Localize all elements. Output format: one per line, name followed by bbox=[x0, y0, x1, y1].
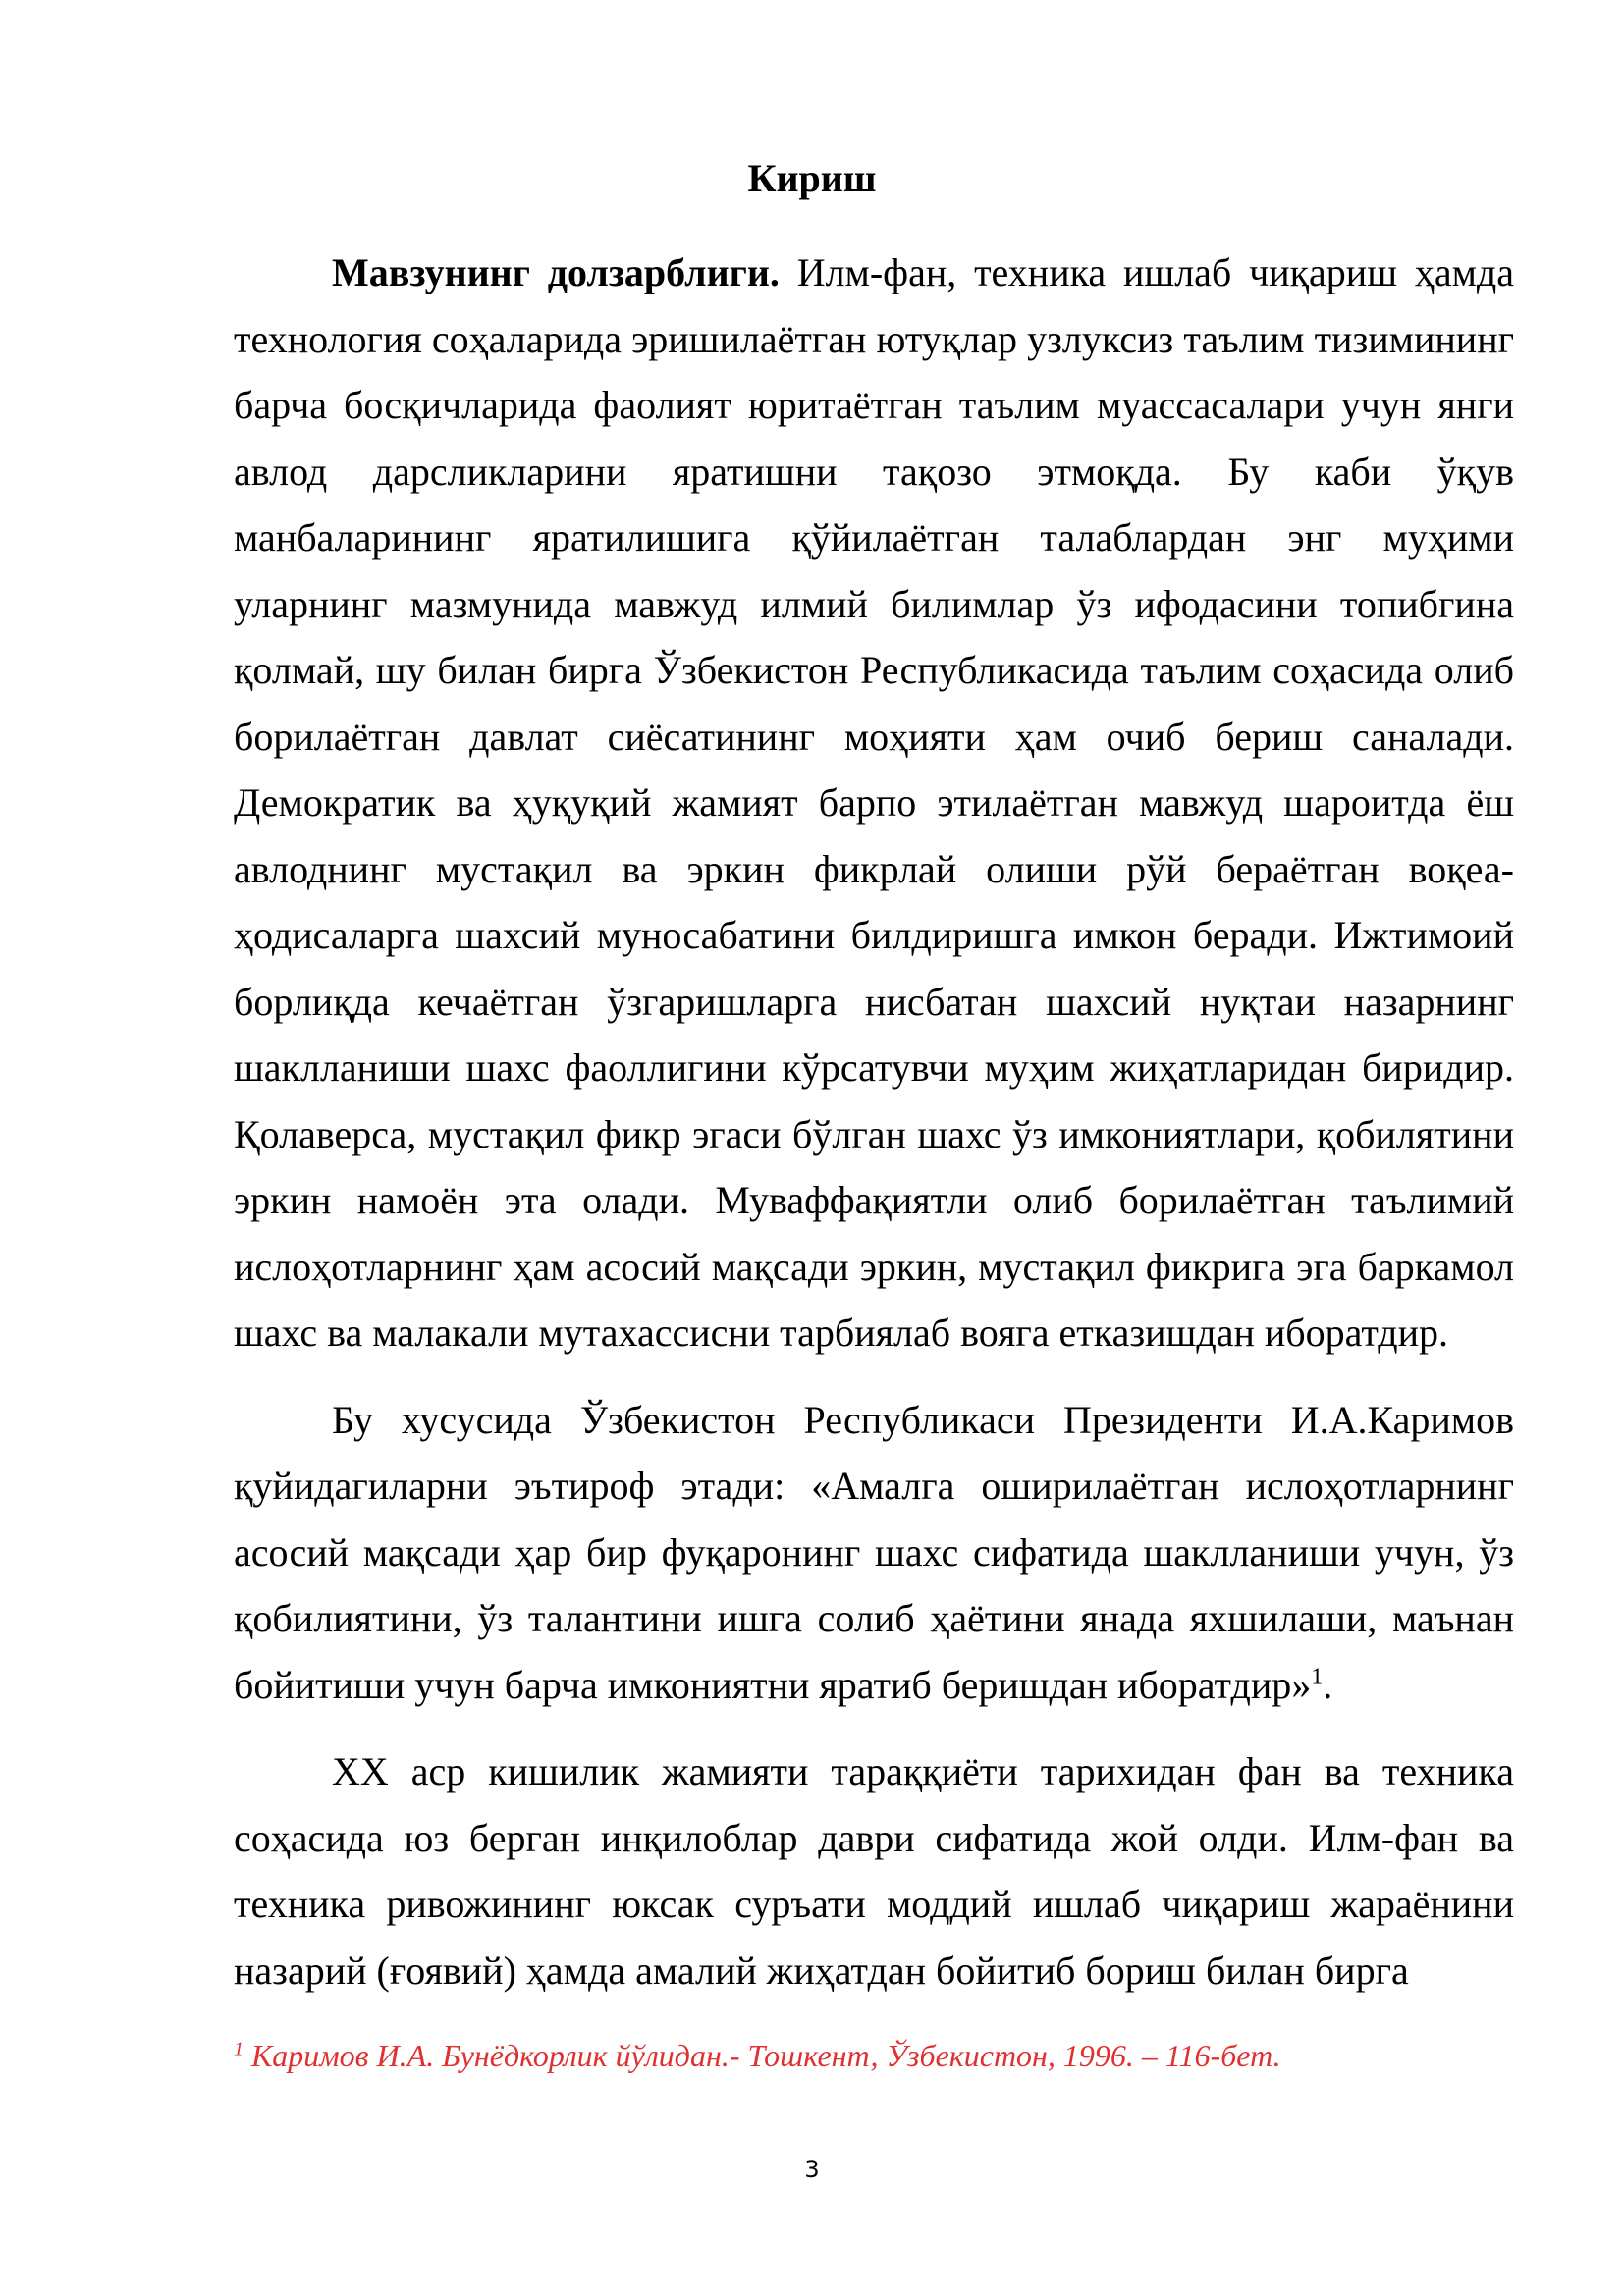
paragraph-history bbox=[234, 1738, 1514, 2003]
footnote-text: Каримов И.А. Бунёдкорлик йўлидан.- Тошкент, Ўзбекистон, 1996. – 116-бет. bbox=[244, 2038, 1281, 2073]
paragraph-end: . bbox=[1323, 1662, 1333, 1707]
footnote-reference[interactable]: 1 bbox=[1311, 1664, 1324, 1690]
body-text bbox=[234, 240, 1514, 2003]
paragraph-lead: Мавзунинг долзарблиги. bbox=[332, 250, 780, 294]
footnote bbox=[234, 2032, 1514, 2079]
paragraph-text: Илм-фан, техника ишлаб чиқариш ҳамда технология соҳаларида эришилаётган ютуқлар узлуксиз таълим тизимининг барча босқичларида фаолият юритаётган таълим муассасалари учун янги авлод дарсликларини яратишни тақозо этмоқда. Бу каби ўқув манбаларининг яратилишига қўйилаётган талаблардан энг муҳими уларнинг мазмунида мавжуд илмий билимлар ўз ифодасини топибгина қолмай, шу билан бирга Ўзбекистон Республикасида таълим соҳасида олиб борилаётган давлат сиёсатининг моҳияти ҳам очиб бериш саналади. Демократик ва ҳуқуқий жамият барпо этилаётган мавжуд шароитда ёш авлоднинг мустақил ва эркин фикрлай олиши рўй бераётган воқеа-ҳодисаларга шахсий муносабатини билдиришга имкон беради. Ижтимоий борлиқда кечаётган ўзгаришларга нисбатан шахсий нуқтаи назарнинг шаклланиши шахс фаоллигини кўрсатувчи муҳим жиҳатларидан биридир. Қолаверса, мустақил фикр эгаси бўлган шахс ўз имкониятлари, қобилятини эркин намоён эта олади. Муваффақиятли олиб борилаётган таълимий ислоҳотларнинг ҳам асосий мақсади эркин, мустақил фикрига эга баркамол шахс ва малакали мутахассисни тарбиялаб вояга етказишдан иборатдир. bbox=[234, 250, 1514, 1355]
paragraph-quote bbox=[234, 1387, 1514, 1719]
paragraph-text: XX аср кишилик жамияти тараққиёти тарихидан фан ва техника соҳасида юз берган инқилоблар даври сифатида жой олди. Илм-фан ва техника ривожининг юксак суръати моддий ишлаб чиқариш жараёнини назарий (ғоявий) ҳамда амалий жиҳатдан бойитиб бориш билан бирга bbox=[234, 1749, 1514, 1993]
section-heading: Кириш bbox=[747, 156, 877, 200]
page-number: 3 bbox=[804, 2156, 820, 2183]
footnote-number: 1 bbox=[234, 2038, 244, 2060]
paragraph-text: Бу хусусида Ўзбекистон Республикаси Президенти И.А.Каримов қуйидагиларни эътироф этади: «Амалга оширилаётган ислоҳотларнинг асосий мақсади ҳар бир фуқаронинг шахс сифатида шаклланиши учун, ўз қобилиятини, ўз талантини ишга солиб ҳаётини янада яхшилаши, маънан бойитиши учун барча имкониятни яратиб беришдан иборатдир» bbox=[234, 1397, 1514, 1707]
paragraph-relevance bbox=[234, 240, 1514, 1366]
